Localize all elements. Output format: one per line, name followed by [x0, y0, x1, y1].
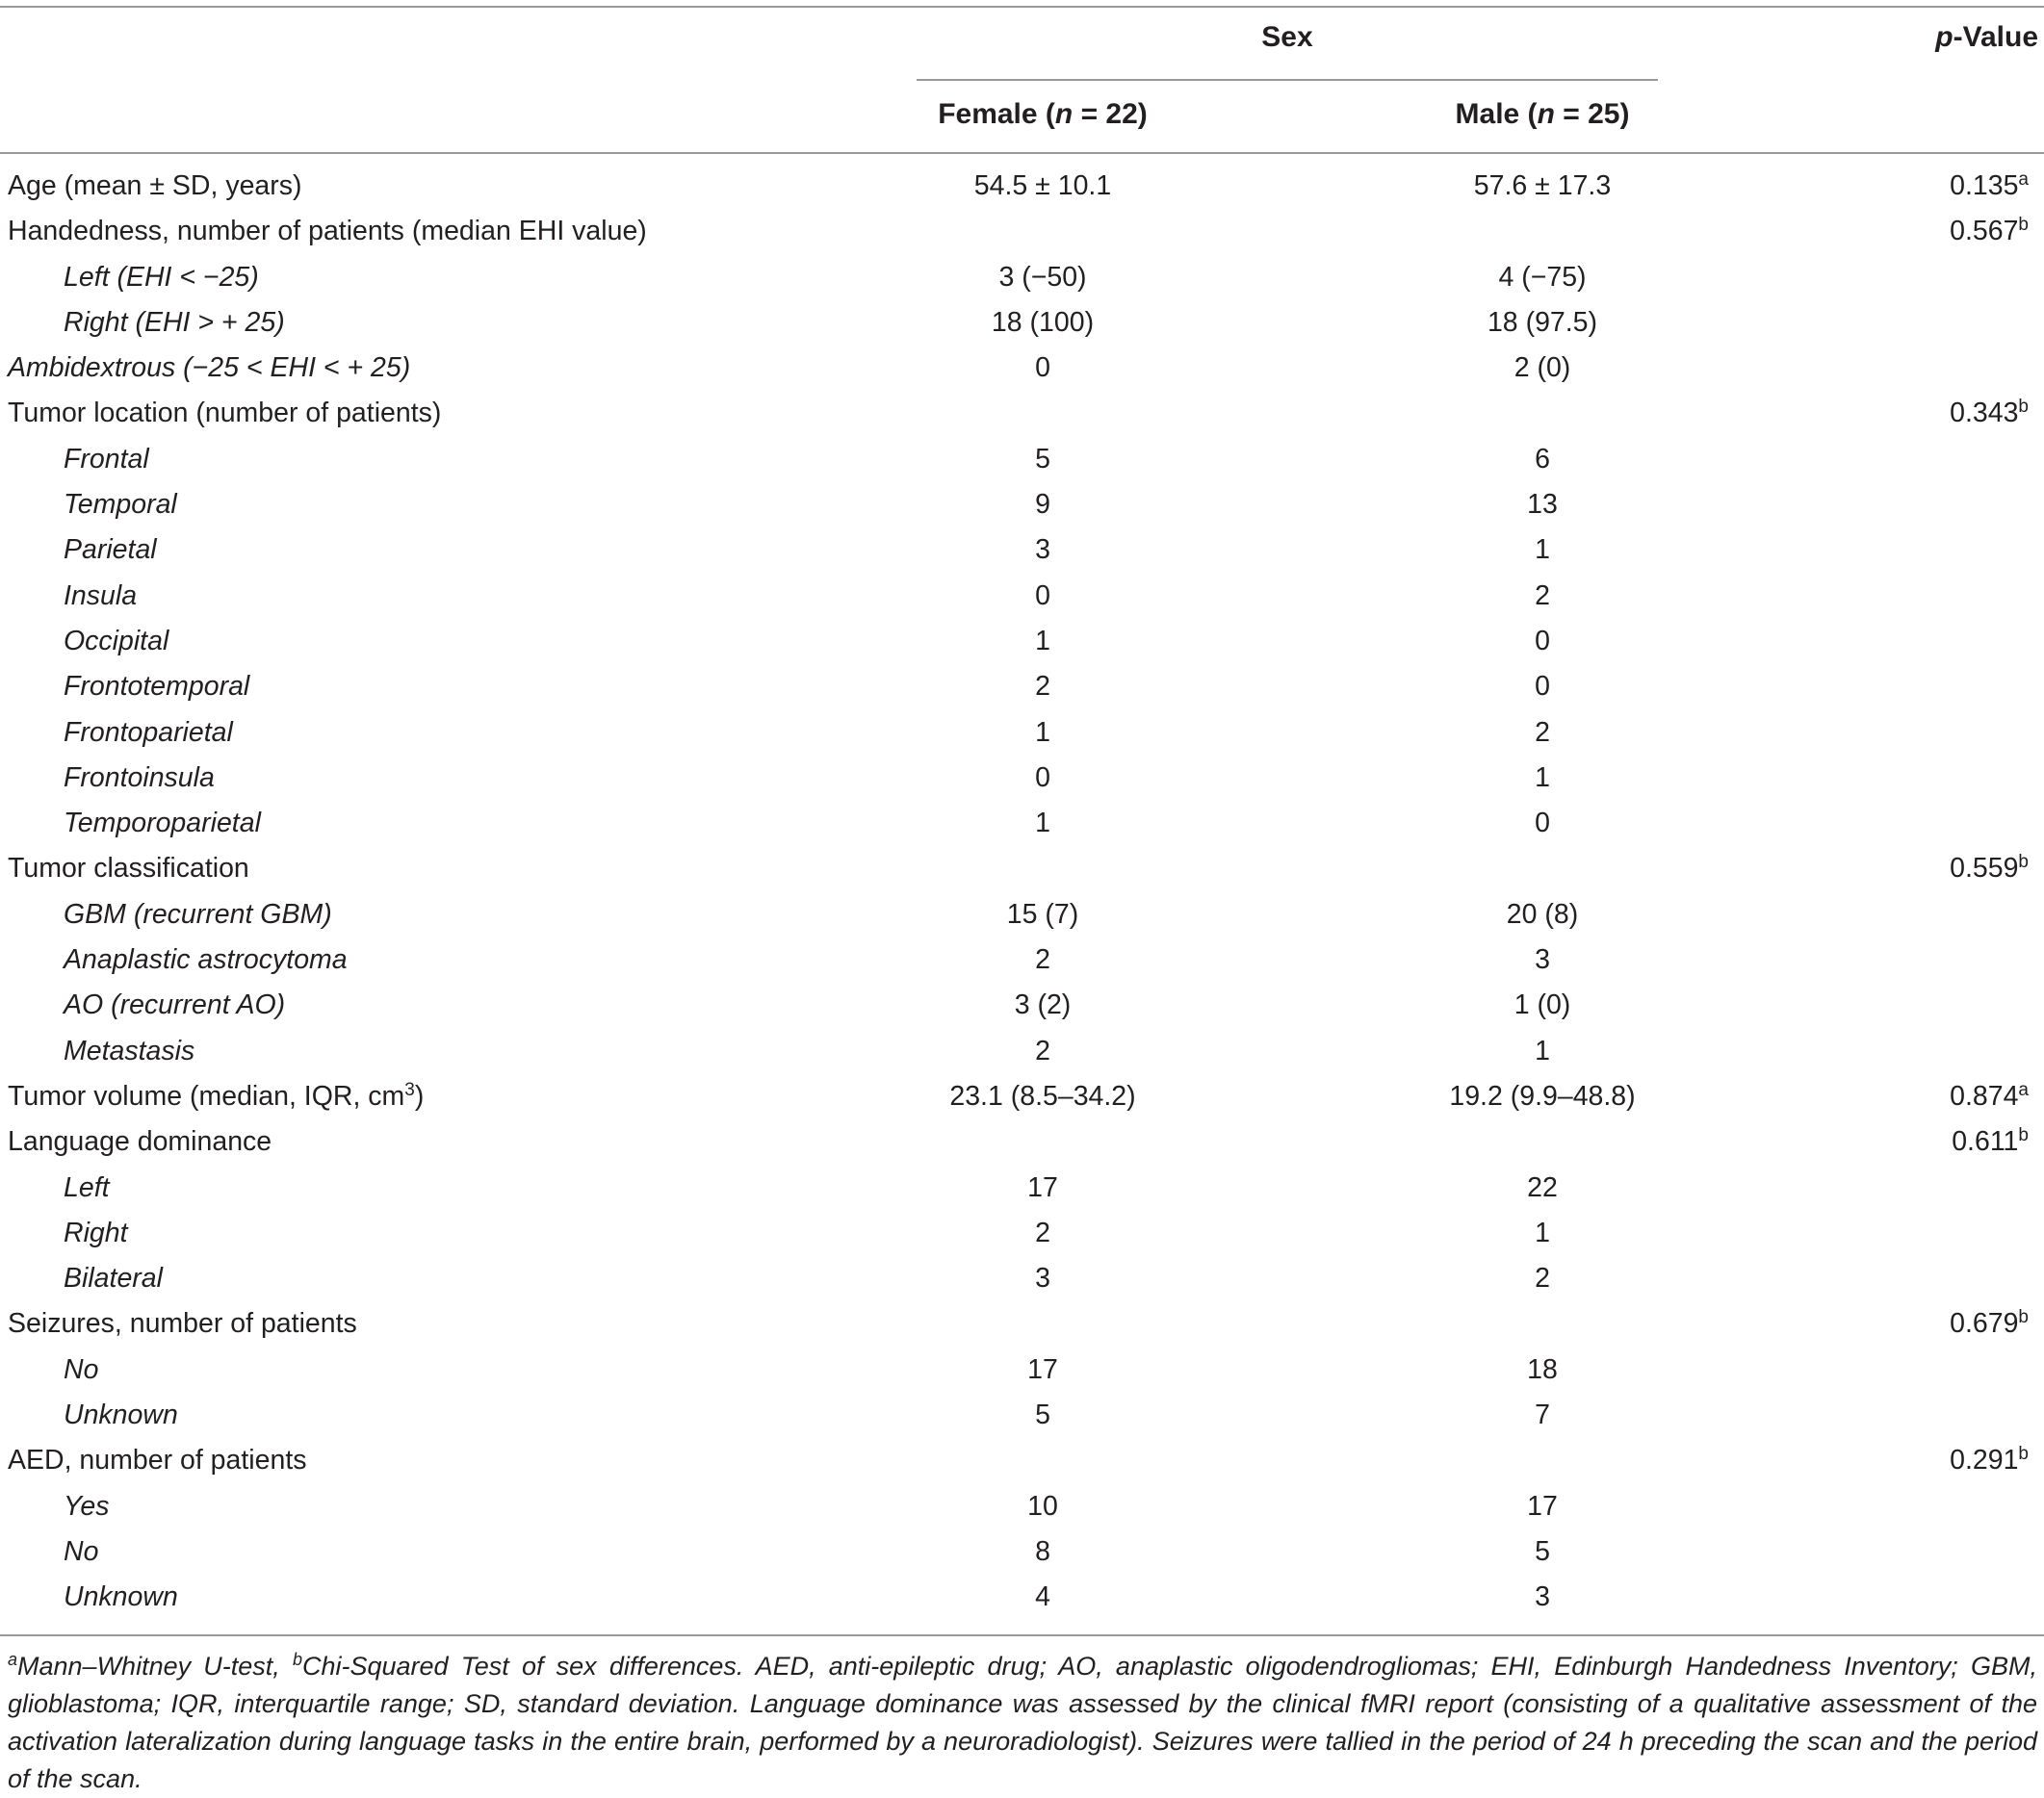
p-value-superscript: b: [2018, 215, 2029, 236]
table-row: [0, 1348, 2044, 1393]
row-label: [64, 1393, 178, 1438]
pvalue-header-rest: -Value: [1953, 21, 2038, 53]
female-value: 1: [1035, 716, 1050, 748]
row-label: [64, 1575, 178, 1620]
male-column-header: [1350, 98, 1735, 131]
female-value: 3 (2): [1014, 989, 1072, 1021]
male-header-label: Male (: [1455, 98, 1538, 130]
table-row: [0, 710, 2044, 756]
male-header-n-value: = 25): [1554, 98, 1630, 130]
row-label: [64, 664, 249, 709]
male-value: 2: [1535, 1263, 1550, 1295]
p-value: [1950, 1301, 2029, 1347]
female-value: 3: [1035, 534, 1050, 566]
table-row: [0, 482, 2044, 527]
table-row: [0, 300, 2044, 346]
row-label: [64, 1256, 163, 1301]
female-value: 23.1 (8.5–34.2): [949, 1080, 1136, 1112]
row-label: [64, 983, 285, 1028]
table-row: [0, 1393, 2044, 1438]
row-label: [64, 1348, 98, 1393]
row-label: [8, 846, 249, 891]
row-label: [8, 1301, 357, 1347]
female-value: 1: [1035, 808, 1050, 839]
p-value: [1950, 391, 2029, 436]
p-value-text: 0.135: [1950, 170, 2019, 201]
p-value-text: 0.679: [1950, 1308, 2019, 1340]
table-row: [0, 1074, 2044, 1119]
row-label-text: Anaplastic astrocytoma: [64, 944, 348, 976]
p-value-superscript: b: [2018, 1125, 2029, 1146]
row-label: [64, 300, 285, 346]
male-value: 7: [1535, 1400, 1550, 1431]
female-value: 0: [1035, 352, 1050, 384]
male-value: 2: [1535, 579, 1550, 611]
female-value: 10: [1027, 1490, 1058, 1522]
table-row: [0, 619, 2044, 664]
male-value: 2: [1535, 716, 1550, 748]
male-value: 18 (97.5): [1487, 306, 1598, 338]
footnote-sup-a: a: [8, 1650, 18, 1669]
male-value: 1: [1535, 1035, 1550, 1066]
table-row: [0, 846, 2044, 891]
male-value: 3: [1535, 1581, 1550, 1613]
row-label: [64, 1211, 128, 1256]
row-label-text: Yes: [64, 1490, 110, 1522]
male-value: 2 (0): [1514, 352, 1571, 384]
row-label-text: Seizures, number of patients: [8, 1308, 357, 1340]
row-label-text: AO (recurrent AO): [64, 989, 286, 1021]
row-label-text: AED, number of patients: [8, 1445, 307, 1477]
male-value: 18: [1527, 1353, 1558, 1385]
female-value: 5: [1035, 1400, 1050, 1431]
row-label: [8, 346, 410, 391]
female-value: 17: [1027, 1353, 1058, 1385]
row-label-text: Age (mean ± SD, years): [8, 170, 302, 201]
row-label: [64, 1484, 110, 1529]
p-value-superscript: b: [2018, 1307, 2029, 1328]
male-value: 0: [1535, 625, 1550, 656]
male-value: 13: [1527, 489, 1558, 521]
female-value: 5: [1035, 443, 1050, 475]
female-value: 2: [1035, 944, 1050, 976]
row-label-text: Unknown: [64, 1581, 178, 1613]
p-value-text: 0.291: [1950, 1445, 2019, 1477]
female-value: 17: [1027, 1171, 1058, 1203]
male-value: 6: [1535, 443, 1550, 475]
male-value: 1: [1535, 534, 1550, 566]
row-label-text: GBM (recurrent GBM): [64, 898, 332, 930]
p-value: [1952, 1119, 2029, 1165]
female-header-n-value: = 22): [1073, 98, 1148, 130]
table-row: [0, 1575, 2044, 1620]
male-value: 20 (8): [1506, 898, 1579, 930]
row-label: [8, 391, 441, 436]
female-value: 0: [1035, 579, 1050, 611]
table-row: [0, 1256, 2044, 1301]
table-row: [0, 983, 2044, 1028]
row-label: [8, 1119, 272, 1165]
sex-group-rule: [917, 79, 1658, 81]
male-value: 0: [1535, 671, 1550, 703]
table-row: [0, 1301, 2044, 1347]
table-row: [0, 756, 2044, 801]
table-header-rule: [0, 152, 2044, 154]
row-label: [64, 255, 259, 300]
female-value: 8: [1035, 1535, 1050, 1567]
male-value: 19.2 (9.9–48.8): [1449, 1080, 1636, 1112]
footnote-text-a: Mann–Whitney U-test,: [17, 1652, 293, 1681]
male-value: 1 (0): [1514, 989, 1571, 1021]
row-label-text: Tumor location (number of patients): [8, 398, 442, 429]
sex-group-header: Sex: [1261, 21, 1313, 53]
p-value-superscript: b: [2018, 1444, 2029, 1465]
male-value: 5: [1535, 1535, 1550, 1567]
row-label: [64, 619, 168, 664]
row-label-text: Temporoparietal: [64, 808, 261, 839]
female-value: 3: [1035, 1263, 1050, 1295]
row-label: [8, 209, 647, 254]
row-label: [64, 1029, 194, 1074]
female-value: 2: [1035, 1217, 1050, 1248]
row-label-text: Occipital: [64, 625, 169, 656]
pvalue-header-italic: p: [1935, 21, 1953, 53]
row-label-text: Handedness, number of patients (median EHI value): [8, 216, 647, 247]
row-label: [64, 801, 261, 846]
row-label-text: Right: [64, 1217, 128, 1248]
row-label-text: Metastasis: [64, 1035, 195, 1066]
male-value: 17: [1527, 1490, 1558, 1522]
footnote-text-b: Chi-Squared Test of sex differences. AED, anti-epileptic drug; AO, anaplastic oligodendrogliomas; EHI, Edinburgh Handedness Inventory; GBM, glioblastoma; IQR, interquartile range; SD, standard deviation. Language dominance was assessed by the clinical fMRI report (consisting of a qualitative assessment of the activation lateralization during language tasks in the entire brain, performed by a neuroradiologist). Seizures were tallied in the period of 24 h preceding the scan and the period of the scan.: [8, 1652, 2037, 1793]
row-label: [64, 892, 332, 938]
row-label-text: No: [64, 1535, 99, 1567]
row-label: [64, 1166, 110, 1211]
footnote-sup-b: b: [292, 1650, 302, 1669]
p-value-text: 0.567: [1950, 216, 2019, 247]
row-label: [64, 482, 177, 527]
row-label: [8, 1074, 424, 1119]
p-value-superscript: a: [2018, 1079, 2029, 1100]
table-footnote: [8, 1648, 2037, 1798]
p-value: [1950, 846, 2029, 891]
p-value-superscript: b: [2018, 852, 2029, 873]
female-value: 54.5 ± 10.1: [973, 170, 1112, 201]
row-label-text: Bilateral: [64, 1263, 163, 1295]
row-label-text: Unknown: [64, 1400, 178, 1431]
female-value: 3 (−50): [998, 261, 1087, 293]
table-row: [0, 255, 2044, 300]
row-label-tail: ): [414, 1080, 425, 1112]
row-label-text: Frontoparietal: [64, 716, 233, 748]
table-row: [0, 1119, 2044, 1165]
p-value-superscript: a: [2018, 169, 2029, 190]
row-label: [8, 1438, 307, 1483]
table-body: [0, 164, 2044, 1621]
male-value: 1: [1535, 761, 1550, 793]
table-row: [0, 164, 2044, 209]
male-value: 1: [1535, 1217, 1550, 1248]
table-row: [0, 527, 2044, 573]
row-label: [8, 164, 302, 209]
row-label-text: Right (EHI > + 25): [64, 306, 285, 338]
row-label-text: Left (EHI < −25): [64, 261, 259, 293]
table-row: [0, 1529, 2044, 1575]
table-bottom-rule: [0, 1634, 2044, 1636]
p-value: [1950, 1438, 2029, 1483]
male-value: 3: [1535, 944, 1550, 976]
row-label: [64, 437, 149, 482]
table-row: [0, 1484, 2044, 1529]
female-value: 9: [1035, 489, 1050, 521]
pvalue-header: [1935, 21, 2038, 54]
p-value-text: 0.611: [1952, 1126, 2019, 1158]
table-row: [0, 209, 2044, 254]
table-row: [0, 574, 2044, 619]
female-header-n-symbol: n: [1054, 98, 1074, 130]
row-label: [64, 756, 215, 801]
table-top-rule: [0, 6, 2044, 8]
female-header-label: Female (: [938, 98, 1055, 130]
row-label: [64, 574, 137, 619]
table-row: [0, 346, 2044, 391]
female-value: 15 (7): [1006, 898, 1079, 930]
female-column-header: [850, 98, 1235, 131]
p-value: [1950, 209, 2029, 254]
male-value: 57.6 ± 17.3: [1473, 170, 1612, 201]
row-label-superscript: 3: [404, 1079, 415, 1100]
p-value-superscript: b: [2018, 397, 2029, 418]
female-value: 2: [1035, 1035, 1050, 1066]
p-value-text: 0.343: [1950, 398, 2019, 429]
female-value: 1: [1035, 625, 1050, 656]
row-label-text: Frontoinsula: [64, 761, 215, 793]
table-row: [0, 1029, 2044, 1074]
female-value: 0: [1035, 761, 1050, 793]
row-label-text: No: [64, 1353, 99, 1385]
row-label: [64, 710, 233, 756]
row-label-text: Insula: [64, 579, 138, 611]
row-label-text: Frontotemporal: [64, 671, 250, 703]
female-value: 2: [1035, 671, 1050, 703]
table-row: [0, 664, 2044, 709]
p-value: [1950, 164, 2029, 209]
male-header-n-symbol: n: [1537, 98, 1555, 130]
table-row: [0, 437, 2044, 482]
table-row: [0, 801, 2044, 846]
row-label-text: Tumor volume (median, IQR, cm: [8, 1080, 405, 1112]
p-value-text: 0.874: [1950, 1080, 2019, 1112]
row-label: [64, 527, 157, 573]
table-row: [0, 938, 2044, 983]
table-row: [0, 1166, 2044, 1211]
row-label-text: Temporal: [64, 489, 177, 521]
row-label-text: Left: [64, 1171, 110, 1203]
male-value: 4 (−75): [1498, 261, 1587, 293]
p-value-text: 0.559: [1950, 853, 2019, 885]
row-label: [64, 1529, 98, 1575]
table-row: [0, 892, 2044, 938]
table-row: [0, 1211, 2044, 1256]
row-label-text: Tumor classification: [8, 853, 249, 885]
row-label: [64, 938, 348, 983]
female-value: 18 (100): [991, 306, 1095, 338]
male-value: 22: [1527, 1171, 1558, 1203]
table-row: [0, 1438, 2044, 1483]
p-value: [1950, 1074, 2029, 1119]
row-label-text: Ambidextrous (−25 < EHI < + 25): [8, 352, 411, 384]
row-label-text: Language dominance: [8, 1126, 272, 1158]
row-label-text: Parietal: [64, 534, 157, 566]
male-value: 0: [1535, 808, 1550, 839]
row-label-text: Frontal: [64, 443, 149, 475]
table-row: [0, 391, 2044, 436]
female-value: 4: [1035, 1581, 1050, 1613]
